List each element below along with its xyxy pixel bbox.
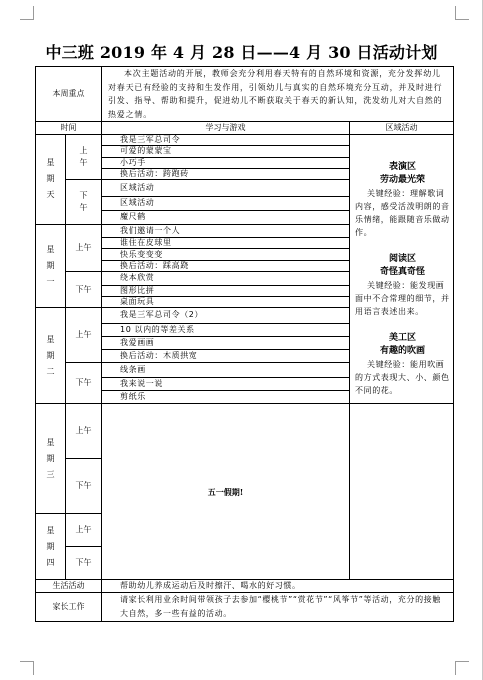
parents-label: 家长工作 bbox=[36, 593, 102, 622]
zone-activities bbox=[350, 135, 454, 404]
activity-sunday-am-3: 小巧手 bbox=[102, 157, 350, 168]
activity-monday-am-4: 换后活动：踩高跷 bbox=[102, 260, 350, 271]
activity-monday-am-3: 快乐变变变 bbox=[102, 249, 350, 260]
activity-tuesday-am-3: 我爱画画 bbox=[102, 336, 350, 349]
activity-tuesday-pm-3: 剪纸乐 bbox=[102, 391, 350, 404]
am-label-monday: 上午 bbox=[66, 224, 102, 272]
activity-tuesday-am-1: 我是三军总司令（2） bbox=[102, 308, 350, 323]
activity-sunday-pm-1: 区域活动 bbox=[102, 180, 350, 196]
zone-reading bbox=[355, 253, 450, 318]
day-label-sunday: 星 期 天 bbox=[36, 135, 66, 225]
am-label-tuesday: 上午 bbox=[66, 308, 102, 362]
day-label-wednesday: 星 期 三 bbox=[36, 404, 66, 514]
header-time: 时间 bbox=[36, 122, 102, 135]
activity-sunday-pm-2: 区域活动 bbox=[102, 196, 350, 210]
activity-tuesday-am-2: 10 以内的等差关系 bbox=[102, 323, 350, 336]
pm-label-sunday: 下 午 bbox=[66, 180, 102, 224]
activity-monday-pm-2: 图形比拼 bbox=[102, 285, 350, 296]
day-label-monday: 星 期 一 bbox=[36, 224, 66, 308]
am-label-sunday: 上 午 bbox=[66, 135, 102, 180]
activity-sunday-am-2: 可爱的蒙蒙宝 bbox=[102, 146, 350, 157]
life-label: 生活活动 bbox=[36, 580, 102, 593]
activity-monday-pm-1: 绕本欣赏 bbox=[102, 272, 350, 286]
activity-tuesday-pm-1: 线条画 bbox=[102, 362, 350, 377]
header-zone: 区域活动 bbox=[350, 122, 454, 135]
pm-label-tuesday: 下午 bbox=[66, 362, 102, 403]
am-label-thursday: 上午 bbox=[66, 514, 102, 547]
zone-art bbox=[355, 332, 450, 397]
holiday-notice: 五一假期! bbox=[102, 404, 350, 580]
day-label-thursday: 星 期 四 bbox=[36, 514, 66, 580]
margin-guide-top-right bbox=[455, 6, 469, 20]
am-label-wednesday: 上午 bbox=[66, 404, 102, 459]
plan-table bbox=[35, 66, 454, 622]
margin-guide-bottom-right bbox=[455, 661, 469, 675]
life-text: 帮助幼儿养成运动后及时擦汗、喝水的好习惯。 bbox=[102, 580, 454, 593]
pm-label-wednesday: 下午 bbox=[66, 459, 102, 514]
activity-monday-am-1: 我们邀请一个人 bbox=[102, 224, 350, 238]
pm-label-thursday: 下午 bbox=[66, 547, 102, 580]
zone-experience: 关键经验：能发现画面中不合常理的细节，并用语言表述出来。 bbox=[355, 281, 450, 316]
zone-subtitle: 奇怪真奇怪 bbox=[379, 267, 425, 277]
focus-text: 本次主题活动的开展，教师会充分利用春天特有的自然环境和资源，充分发挥幼儿对春天已有经验的支持和生发作用，引领幼儿与真实的自然环境充分互动，并及时进行引发、指导、帮助和提升，促进幼儿不断获取关于春天的新认知，洗发幼儿对大自然的热爱之情。 bbox=[102, 67, 454, 122]
page-title: 中三班 2019 年 4 月 28 日——4 月 30 日活动计划 bbox=[45, 43, 438, 62]
header-learning: 学习与游戏 bbox=[102, 122, 350, 135]
parents-text: 请家长利用业余时间带领孩子去参加“樱桃节”“赏花节”“风筝节”等活动，充分的接触大自然，多一些有益的活动。 bbox=[102, 593, 454, 622]
pm-label-monday: 下午 bbox=[66, 272, 102, 308]
zone-subtitle: 劳动最光荣 bbox=[379, 175, 425, 185]
zone-subtitle: 有趣的吹画 bbox=[379, 346, 425, 356]
zone-name: 阅读区 bbox=[388, 254, 416, 264]
margin-guide-top-left bbox=[20, 6, 34, 20]
zone-empty bbox=[350, 404, 454, 580]
zone-name: 表演区 bbox=[388, 162, 416, 172]
day-label-tuesday: 星 期 二 bbox=[36, 308, 66, 404]
activity-tuesday-pm-2: 我来说一说 bbox=[102, 378, 350, 391]
margin-guide-bottom-left bbox=[20, 661, 34, 675]
zone-experience: 关键经验：能用吹画的方式表现大、小、颜色不同的花。 bbox=[355, 360, 450, 395]
activity-tuesday-am-4: 换后活动：木质拱宽 bbox=[102, 349, 350, 362]
activity-monday-pm-3: 桌面玩具 bbox=[102, 297, 350, 308]
zone-performance bbox=[355, 161, 450, 239]
activity-monday-am-2: 谁住在皮球里 bbox=[102, 238, 350, 249]
focus-label: 本周重点 bbox=[36, 67, 102, 122]
activity-sunday-pm-3: 魔尺鹤 bbox=[102, 210, 350, 224]
activity-sunday-am-4: 换后活动：跨跑砖 bbox=[102, 168, 350, 179]
activity-sunday-am-1: 我是三军总司令 bbox=[102, 135, 350, 146]
zone-name: 美工区 bbox=[388, 333, 416, 343]
zone-experience: 关键经验：理解歌词内容，感受活泼明朗的音乐情绪，能跟随音乐做动作。 bbox=[355, 189, 450, 237]
